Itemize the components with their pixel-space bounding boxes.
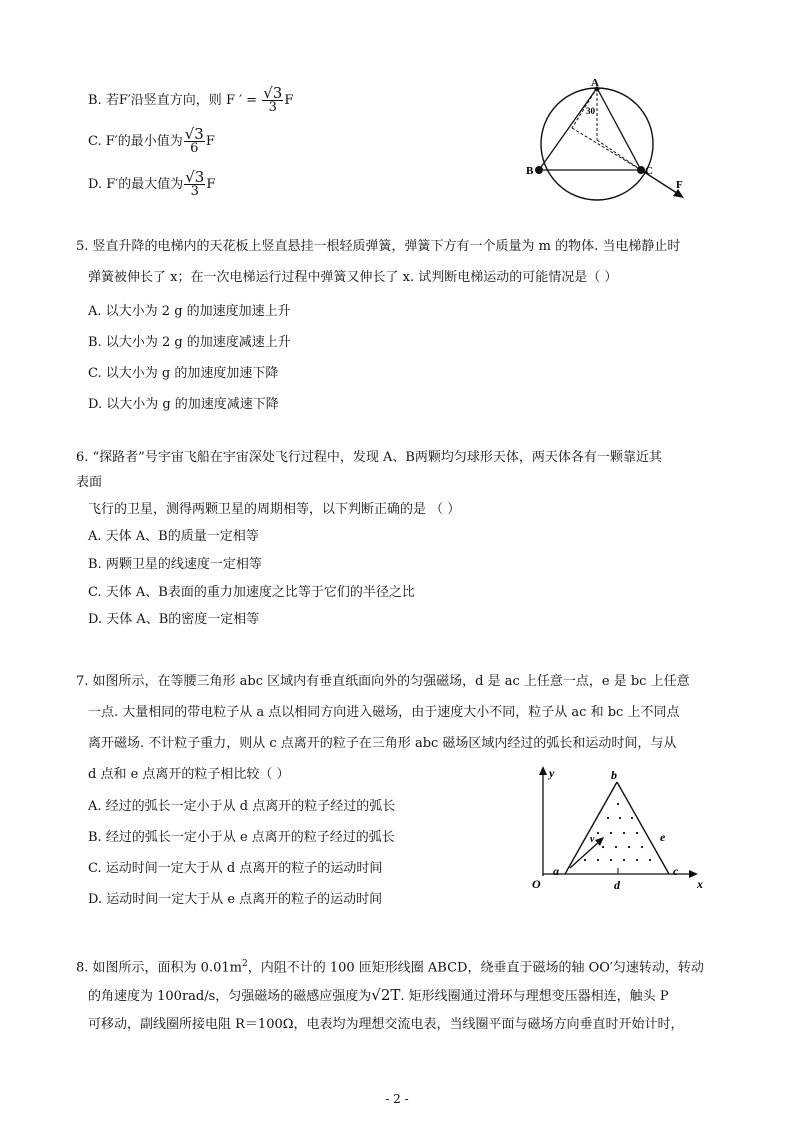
q7-field-dots	[584, 803, 651, 861]
q4-option-b-num: √3	[263, 84, 283, 102]
q4-option-d-den: 3	[190, 184, 199, 199]
q4-option-c-prefix: C. F′的最小值为	[88, 134, 183, 149]
q8-line2-a: 的角速度为 100rad/s，匀强磁场的磁感应强度为	[88, 989, 372, 1004]
q4-option-d-num: √3	[185, 168, 205, 186]
q6-stem-line3: 飞行的卫星，测得两颗卫星的周期相等，以下判断正确的是 （ ）	[88, 502, 461, 517]
q5-stem-line1: 5. 竖直升降的电梯内的天花板上竖直悬挂一根轻质弹簧，弹簧下方有一个质量为 m 的物体. 当电梯静止时	[76, 239, 681, 254]
field-dot	[610, 832, 612, 834]
q4-label-a: A	[591, 77, 599, 89]
q7-y-arrowhead	[539, 766, 547, 775]
field-dot	[636, 859, 638, 861]
field-dot	[597, 832, 599, 834]
q7-option-a: A. 经过的弧长一定小于从 d 点离开的粒子经过的弧长	[88, 799, 396, 814]
q6-option-d: D. 天体 A、B的密度一定相等	[88, 612, 260, 627]
field-dot	[584, 859, 586, 861]
field-dot	[636, 832, 638, 834]
field-dot	[607, 817, 609, 819]
q4-label-c: C	[645, 165, 653, 177]
q8-line1-a: 8. 如图所示，面积为 0.01m	[76, 960, 242, 976]
q4-option-c-F: F	[205, 134, 215, 149]
field-dot	[649, 859, 651, 861]
q6-option-a: A. 天体 A、B的质量一定相等	[88, 529, 259, 544]
q7-label-b: b	[611, 768, 617, 782]
field-dot	[619, 817, 621, 819]
q7-label-d: d	[614, 878, 620, 892]
q4-option-b-den: 3	[268, 100, 277, 115]
q8-line1	[76, 955, 704, 977]
q8-line1-sup: 2	[241, 959, 248, 969]
field-dot	[615, 846, 617, 848]
q5-stem-line2: 弹簧被伸长了 x；在一次电梯运行过程中弹簧又伸长了 x. 试判断电梯运动的可能情况是（ ）	[88, 270, 618, 285]
q4-option-b-prefix: B. 若F′沿竖直方向，则	[88, 93, 222, 108]
q8-line2-b: . 矩形线圈通过滑环与理想变压器相连，触头 P	[400, 989, 669, 1004]
q8-line2-t: T	[390, 986, 401, 1004]
q5-option-a: A. 以大小为 2 g 的加速度加速上升	[88, 304, 291, 319]
q7-label-x: x	[697, 877, 703, 891]
q4-option-c-num: √3	[184, 125, 204, 143]
q7-label-e: e	[660, 830, 666, 844]
q7-option-d: D. 运动时间一定大于从 e 点离开的粒子的运动时间	[88, 892, 383, 907]
q7-label-c: c	[673, 864, 679, 878]
q5-option-b: B. 以大小为 2 g 的加速度减速上升	[88, 335, 291, 350]
q6-option-c: C. 天体 A、B表面的重力加速度之比等于它们的半径之比	[88, 585, 415, 600]
q4-label-b: B	[526, 165, 534, 177]
field-dot	[602, 846, 604, 848]
q8-line3: 可移动，副线圈所接电阻 R＝100Ω，电表均为理想交流电表，当线圈平面与磁场方向垂直时开始计时，	[88, 1017, 684, 1032]
q6-option-b: B. 两颗卫星的线速度一定相等	[88, 557, 262, 572]
q8-line2-sqrt: √2	[371, 986, 391, 1004]
q4-option-b-F: F ′ =	[225, 93, 258, 108]
q7-stem-line1: 7. 如图所示，在等腰三角形 abc 区域内有垂直纸面向外的匀强磁场，d 是 ac 上任意一点，e 是 bc 上任意	[76, 674, 690, 689]
field-dot	[623, 859, 625, 861]
q4-label-f: F	[676, 179, 683, 191]
q6-stem-line2: 表面	[76, 475, 103, 490]
q7-label-a: a	[553, 864, 559, 878]
q7-stem-line3: 离开磁场. 不计粒子重力，则从 c 点离开的粒子在三角形 abc 磁场区域内经过的弧长和运动时间，与从	[88, 736, 677, 751]
q8-line1-b: ，内阻不计的 100 匝矩形线圈 ABCD，绕垂直于磁场的轴 OO′匀速转动，转动	[247, 960, 704, 976]
q7-option-b: B. 经过的弧长一定小于从 e 点离开的粒子经过的弧长	[88, 830, 395, 845]
field-dot	[623, 832, 625, 834]
q7-side-ab	[565, 782, 617, 874]
q4-option-d-F: F	[206, 177, 216, 192]
q7-option-c: C. 运动时间一定大于从 d 点离开的粒子的运动时间	[88, 861, 383, 876]
q5-option-c: C. 以大小为 g 的加速度加速下降	[88, 366, 279, 381]
page-number: - 2 -	[385, 1092, 409, 1106]
q4-option-b-F2: F	[284, 93, 294, 108]
q8-line2	[88, 986, 669, 1006]
field-dot	[628, 846, 630, 848]
q7-label-o: O	[532, 877, 541, 891]
field-dot	[617, 803, 619, 805]
q4-label-angle: 30	[586, 106, 595, 116]
q7-label-y: y	[549, 766, 555, 780]
q7-label-v: v	[590, 834, 595, 845]
q6-stem-line1: 6. “探路者”号宇宙飞船在宇宙深处飞行过程中，发现 A、B两颗均匀球形天体，两天体各有一颗靠近其	[76, 450, 662, 465]
q4-option-c-den: 6	[190, 141, 199, 156]
q4-option-d-prefix: D. F′的最大值为	[88, 177, 184, 192]
q5-option-d: D. 以大小为 g 的加速度减速下降	[88, 397, 279, 412]
q7-velocity-arrow	[570, 841, 600, 868]
field-dot	[631, 817, 633, 819]
q7-stem-line4: d 点和 e 点离开的粒子相比较（ ）	[88, 767, 290, 782]
field-dot	[641, 846, 643, 848]
field-dot	[610, 859, 612, 861]
q7-stem-line2: 一点. 大量相同的带电粒子从 a 点以相同方向进入磁场，由于速度大小不同，粒子从 ac 和 bc 上不同点	[88, 705, 680, 720]
field-dot	[597, 859, 599, 861]
